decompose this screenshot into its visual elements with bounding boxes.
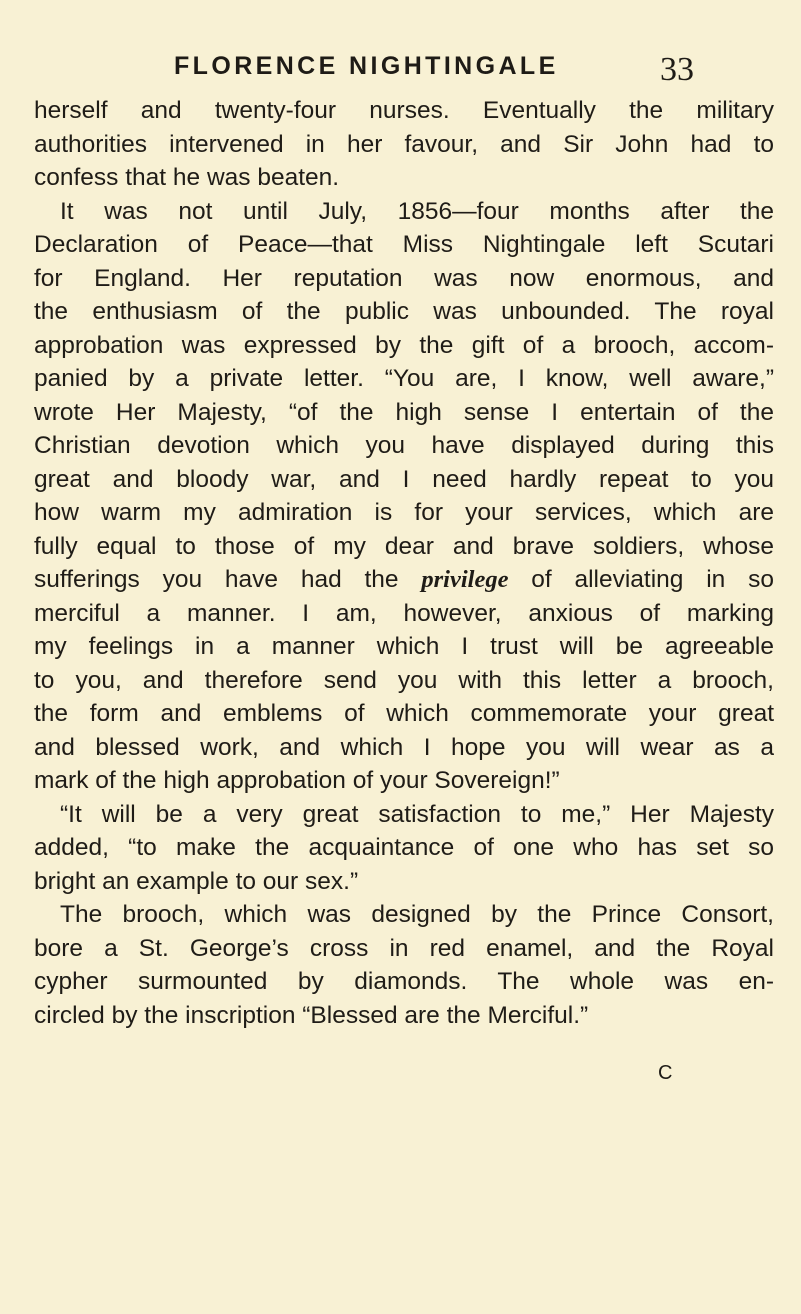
text-line: cypher surmounted by diamonds. The whole was en- — [34, 968, 774, 995]
text-line: my feelings in a manner which I trust will be agreeable — [34, 633, 774, 660]
text-line: bright an example to our sex.” — [34, 867, 359, 895]
text-line: Christian devotion which you have displayed during this — [34, 432, 774, 459]
running-head-title: FLORENCE NIGHTINGALE — [174, 52, 559, 80]
italic-word: privilege — [421, 566, 509, 593]
text-line: great and bloody war, and I need hardly repeat to you — [34, 465, 774, 493]
text-line: “It will be a very great satisfaction to me,” Her Majesty — [60, 800, 774, 828]
signature-mark: C — [658, 1062, 673, 1084]
text-line: the enthusiasm of the public was unbounded. The royal — [34, 298, 774, 325]
text-line: merciful a manner. I am, however, anxious of marking — [34, 599, 774, 627]
text-line: panied by a private letter. “You are, I know, well aware,” — [34, 365, 774, 392]
text-line-with-italic — [34, 563, 774, 597]
text-line: added, “to make the acquaintance of one who has set so — [34, 834, 774, 861]
text-line: circled by the inscription “Blessed are the Merciful.” — [34, 1001, 589, 1029]
text-line: authorities intervened in her favour, and Sir John had to — [34, 130, 774, 158]
text-line: the form and emblems of which commemorate your great — [34, 700, 774, 727]
text-segment: sufferings you have had the — [34, 566, 422, 593]
text-line: mark of the high approbation of your Sovereign!” — [34, 767, 560, 794]
text-line: wrote Her Majesty, “of the high sense I entertain of the — [34, 398, 774, 426]
text-line: Declaration of Peace—that Miss Nightingale left Scutari — [34, 231, 774, 258]
body-text — [34, 94, 774, 1032]
text-line: for England. Her reputation was now enormous, and — [34, 264, 774, 292]
text-line: to you, and therefore send you with this letter a brooch, — [34, 666, 774, 694]
text-line: It was not until July, 1856—four months after the — [60, 197, 774, 225]
text-line: approbation was expressed by the gift of a brooch, accom- — [34, 331, 774, 359]
text-line: fully equal to those of my dear and brave soldiers, whose — [34, 532, 774, 560]
text-line: herself and twenty-four nurses. Eventually the military — [34, 97, 774, 124]
text-line: The brooch, which was designed by the Prince Consort, — [60, 901, 774, 928]
text-segment: of alleviating in so — [508, 566, 774, 593]
text-line: confess that he was beaten. — [34, 164, 340, 191]
text-line: bore a St. George’s cross in red enamel, and the Royal — [34, 934, 774, 962]
text-line: how warm my admiration is for your services, which are — [34, 499, 774, 526]
text-line: and blessed work, and which I hope you will wear as a — [34, 733, 774, 761]
page-number: 33 — [660, 51, 694, 88]
